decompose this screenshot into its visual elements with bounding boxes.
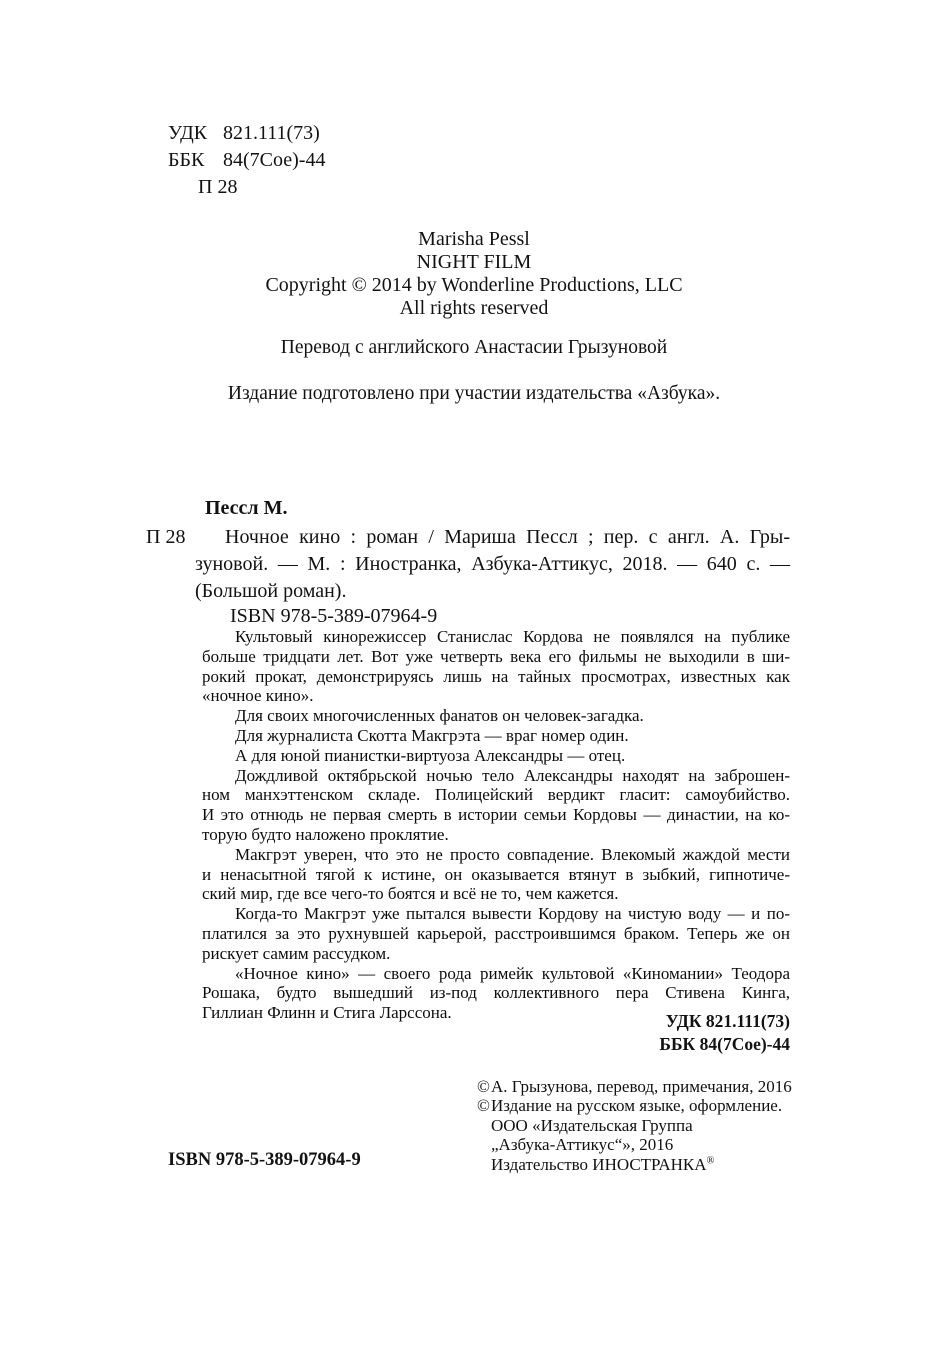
copyright-row [477, 1096, 792, 1115]
bbk-value: 84(7Сое)-44 [223, 149, 326, 171]
original-author: Marisha Pessl [418, 228, 530, 250]
annotation-line: рокий прокат, демонстрируясь лишь на тайных просмотрах, известных как [202, 666, 790, 686]
copyright-text: Издание на русском языке, оформление. [491, 1096, 783, 1116]
bib-record [146, 524, 790, 605]
udk-classification-footer [659, 1010, 790, 1056]
annotation-line: Культовый кинорежиссер Станислас Кордова не появлялся на публике [235, 627, 790, 646]
udk-label: УДК [168, 122, 208, 144]
copyright-spacer [477, 1116, 491, 1135]
copyright-block [477, 1077, 792, 1174]
annotation-line: Дождливой октябрьской ночью тело Александры находят на заброшен- [235, 765, 790, 785]
bib-author: Пессл М. [205, 497, 288, 519]
annotation-line: И это отнюдь не первая смерть в истории семьи Кордовы — династии, на ко- [202, 805, 790, 825]
bbk-row [168, 147, 325, 174]
annotation-line: рискует самим рассудком. [202, 943, 391, 963]
copyright-row [477, 1135, 792, 1154]
publisher-line [491, 1155, 715, 1174]
bbk-label: ББК [168, 149, 205, 171]
isbn-footer: ISBN 978-5-389-07964-9 [168, 1150, 361, 1170]
annotation-line: ский мир, где все чего-то боятся и всё не то, чем кажется. [202, 884, 619, 904]
copyright-text: „Азбука-Аттикус“», 2016 [491, 1135, 674, 1155]
annotation-line: торую будто наложено проклятие. [202, 824, 449, 844]
annotation-line: больше тридцати лет. Вот уже четверть века его фильмы не выходили в ши- [202, 646, 790, 666]
copyright-spacer [477, 1155, 491, 1174]
annotation-line: «ночное кино». [202, 686, 314, 706]
copyright-row [477, 1077, 792, 1096]
registered-trademark-icon: ® [706, 1154, 715, 1166]
annotation-line: «Ночное кино» — своего рода римейк культовой «Киномании» Теодора [235, 963, 790, 983]
original-title: NIGHT FILM [416, 251, 532, 273]
annotation-line: Для журналиста Скотта Макгрэта — враг номер один. [235, 725, 629, 745]
annotation-line: А для юной пианистки-виртуоза Александры — отец. [235, 745, 626, 765]
udk-classification-block [168, 120, 325, 201]
rights-reserved-line: All rights reserved [399, 297, 549, 319]
bib-isbn: ISBN 978-5-389-07964-9 [230, 605, 438, 627]
annotation-line: Рошака, будто вышедший из-под коллективного пера Стивена Кинга, [202, 983, 790, 1003]
copyright-text: ООО «Издательская Группа [491, 1115, 693, 1135]
annotation-line: Для своих многочисленных фанатов он человек-загадка. [235, 706, 644, 726]
bib-line: Ночное кино : роман / Мариша Пессл ; пер. с англ. А. Гры- [225, 526, 790, 548]
translator-line: Перевод с английского Анастасии Грызуновой [280, 337, 668, 358]
annotation-block [202, 627, 790, 1023]
author-sign: П 28 [198, 176, 238, 198]
copyright-icon: © [477, 1077, 490, 1096]
udk-value: 821.111(73) [223, 122, 320, 144]
annotation-line: Когда-то Макгрэт уже пытался вывести Кордову на чистую воду — и по- [235, 904, 790, 924]
copyright-text: А. Грызунова, перевод, примечания, 2016 [491, 1077, 792, 1096]
bbk-footer-line: ББК 84(7Сое)-44 [659, 1034, 790, 1054]
bib-author-sign: П 28 [146, 526, 186, 548]
annotation-line: Гиллиан Флинн и Стига Ларссона. [202, 1003, 452, 1023]
annotation-line: платился за это рухнувшей карьерой, расстроившимся браком. Теперь же он [202, 923, 790, 943]
edition-note-line: Издание подготовлено при участии издательства «Азбука». [227, 383, 721, 404]
original-copyright-line: Copyright © 2014 by Wonderline Productions, LLC [265, 274, 683, 296]
bib-line: зуновой. — М. : Иностранка, Азбука-Аттикус, 2018. — 640 с. — [195, 553, 790, 575]
copyright-spacer [477, 1135, 491, 1154]
copyright-row [477, 1116, 792, 1135]
original-copyright-block [0, 228, 948, 320]
bib-line: (Большой роман). [195, 580, 347, 602]
publisher-name: Издательство ИНОСТРАНКА [491, 1154, 707, 1174]
copyright-icon: © [477, 1096, 490, 1116]
annotation-line: и ненасытной тягой к истине, он оказывается втянут в зыбкий, гипнотиче- [202, 864, 790, 884]
copyright-row [477, 1155, 792, 1174]
annotation-line: ном манхэттенском складе. Полицейский вердикт гласит: самоубийство. [202, 785, 790, 805]
udk-footer-line: УДК 821.111(73) [665, 1011, 790, 1031]
annotation-line: Макгрэт уверен, что это не просто совпадение. Влекомый жаждой мести [235, 844, 790, 864]
udk-row [168, 120, 325, 147]
